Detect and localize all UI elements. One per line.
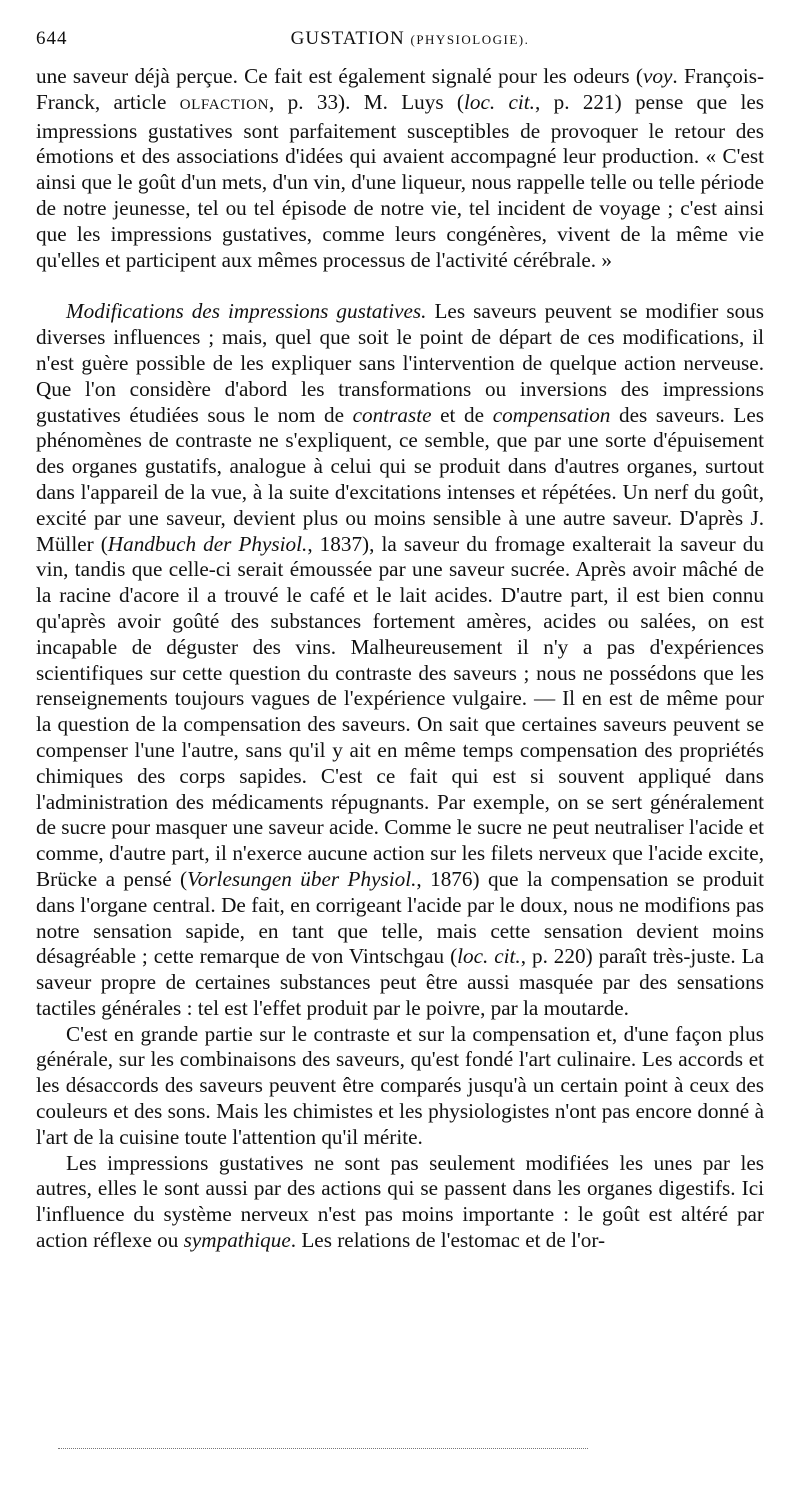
page-number: 644	[36, 28, 68, 49]
italic-contraste: contraste	[352, 402, 432, 427]
italic-sympathique: sympathique	[183, 1228, 291, 1253]
page	[36, 28, 764, 1254]
text-run: et de	[431, 402, 493, 427]
italic-loc-cit: loc. cit.	[463, 89, 535, 114]
cross-reference-olfaction: OLFACTION	[179, 96, 270, 113]
running-title	[36, 28, 764, 50]
paragraph-modifications	[36, 299, 764, 1021]
header-subtitle: (PHYSIOLOGIE).	[410, 32, 530, 47]
paragraph-organes-digestifs	[36, 1151, 764, 1254]
text-run: , p. 33). M. Luys (	[269, 89, 464, 114]
citation-vorlesungen: Vorlesungen über Physiol.	[187, 866, 417, 891]
text-run: , 1876) que la compensation se produit dans l'organe central. De fait, en corrigeant l'acide par le doux, nous ne modifions pas notre sensation sapide, en tant que telle, mais cette sensation devient moins désagréable ; cette remarque de von Vintschgau (	[36, 866, 764, 969]
body-text	[36, 64, 764, 1254]
paragraph-art-culinaire: C'est en grande partie sur le contraste et sur la compensation et, d'une façon plus générale, sur les combinaisons des saveurs, qu'est fondé l'art culinaire. Les accords et les désaccords des saveurs peuvent être comparés jusqu'à un certain point à ceux des couleurs et des sons. Mais les chimistes et les physiologistes n'ont pas encore donné à l'art de la cuisine toute l'attention qu'il mérite.	[36, 1021, 764, 1149]
paragraph-continuation	[36, 64, 764, 273]
text-run: , p. 221) pense que les impressions gustatives sont parfaitement susceptibles de provoquer le retour des émotions et des associations d'idées qui avaient accompagné leur production. « C'est ainsi que le goût d'un mets, d'un vin, d'une liqueur, nous rappelle telle ou telle période de notre jeunesse, tel ou tel épisode de notre vie, tel incident de voyage ; c'est ainsi que les impressions gustatives, comme leurs congénères, vivent de la même vie qu'elles et participent aux mêmes processus de l'activité cérébrale. »	[36, 89, 765, 272]
italic-compensation: compensation	[492, 402, 611, 427]
text-run: . François-Franck, article	[36, 64, 765, 114]
text-run: des saveurs. Les phénomènes de contraste ne s'expliquent, ce semble, que par une sorte d'épuisement des organes gustatifs, analogue à celui qui se produit dans d'autres organes, surtout dans l'appareil de la vue, à la suite d'excitations intenses et répétées. Un nerf du goût, excité par une saveur, devient plus ou moins sensible à une autre saveur. D'après J. Müller (	[36, 402, 764, 556]
text-run: , p. 220) paraît très-juste. La saveur propre de certaines substances peut être aussi masquée par des sensations tactiles générales : tel est l'effet produit par le poivre, par la moutarde.	[36, 944, 765, 1020]
text-run: , 1837), la saveur du fromage exalterait la saveur du vin, tandis que celle-ci serait émoussée par une saveur sucrée. Après avoir mâché de la racine d'acore il a trouvé le café et le lait acides. D'autre part, il est bien connu qu'après avoir goûté des substances fortement amères, acides ou salées, on est incapable de déguster des vins. Malheureusement il n'y a pas d'expériences scientifiques sur cette question du contraste des saveurs ; nous ne possédons que les renseignements toujours vagues de l'expérience vulgaire. — Il en est de même pour la question de la compensation des saveurs. On sait que certaines saveurs peuvent se compenser l'une l'autre, sans qu'il y ait en même temps compensation des propriétés chimiques des corps sapides. C'est ce fait qui est si souvent appliqué dans l'administration des médicaments répugnants. Par exemple, on se sert généralement de sucre pour masquer une saveur acide. Comme le sucre ne peut neutraliser l'acide et comme, d'autre part, il n'exerce aucune action sur les filets nerveux que l'acide excite, Brücke a pensé (	[36, 531, 765, 891]
text-run: Les saveurs peuvent se modifier sous diverses influences ; mais, quel que soit le point de départ de ces modifications, il n'est guère possible de les expliquer sans l'intervention de quelque action nerveuse. Que l'on considère d'abord les transformations ou inversions des impressions gustatives étudiées sous le nom de	[36, 299, 764, 427]
text-run: . Les relations de l'estomac et de l'or-	[290, 1228, 606, 1253]
header-title: GUSTATION	[290, 28, 405, 49]
section-heading: Modifications des impressions gustatives.	[66, 299, 427, 324]
italic-loc-cit: loc. cit.	[457, 944, 521, 969]
text-run: Les impressions gustatives ne sont pas seulement modifiées les unes par les autres, elles le sont aussi par des actions qui se passent dans les organes digestifs. Ici l'influence du système nerveux n'est pas moins importante : le goût est altéré par action réflexe ou	[36, 1150, 764, 1253]
running-head	[36, 28, 764, 56]
citation-handbuch: Handbuch der Physiol.	[107, 531, 308, 556]
footer-rule	[58, 1448, 588, 1449]
text-run: une saveur déjà perçue. Ce fait est également signalé pour les odeurs (	[36, 64, 643, 88]
italic-voy: voy	[642, 64, 673, 88]
